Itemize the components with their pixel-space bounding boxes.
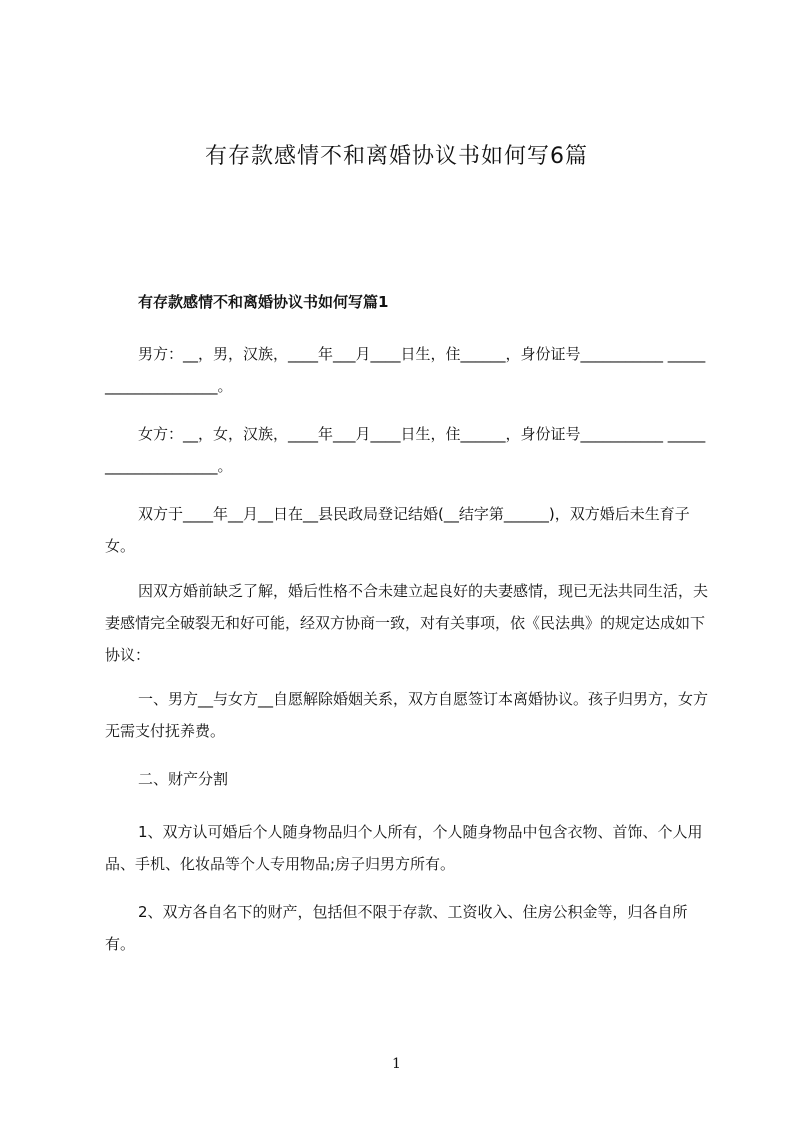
paragraph-marriage-registration: 双方于____年__月__日在__县民政局登记结婚(__结字第______)，双方婚后未生育子女。 xyxy=(105,505,690,555)
clause-2-2: 2、双方各自名下的财产，包括但不限于存款、工资收入、住房公积金等，归各自所有。 xyxy=(105,903,688,953)
page-number: 1 xyxy=(392,1056,401,1072)
clause-2-heading: 二、财产分割 xyxy=(138,770,229,788)
paragraph-man-info: 男方：__，男，汉族，____年___月____日生，住______，身份证号___________ ____________________。 xyxy=(105,345,706,395)
clause-1: 一、男方__与女方__自愿解除婚姻关系，双方自愿签订本离婚协议。孩子归男方，女方无需支付抚养费。 xyxy=(105,690,709,740)
paragraph-divorce-reason: 因双方婚前缺乏了解，婚后性格不合未建立起良好的夫妻感情，现已无法共同生活，夫妻感情完全破裂无和好可能，经双方协商一致，对有关事项，依《民法典》的规定达成如下协议： xyxy=(105,582,709,664)
paragraph-woman-info: 女方：__，女，汉族，____年___月____日生，住______，身份证号___________ ____________________。 xyxy=(105,425,706,475)
clause-2-1: 1、双方认可婚后个人随身物品归个人所有，个人随身物品中包含衣物、首饰、个人用品、手机、化妆品等个人专用物品;房子归男方所有。 xyxy=(105,823,703,873)
document-title: 有存款感情不和离婚协议书如何写6篇 xyxy=(205,144,588,169)
section-heading: 有存款感情不和离婚协议书如何写篇1 xyxy=(138,293,389,311)
